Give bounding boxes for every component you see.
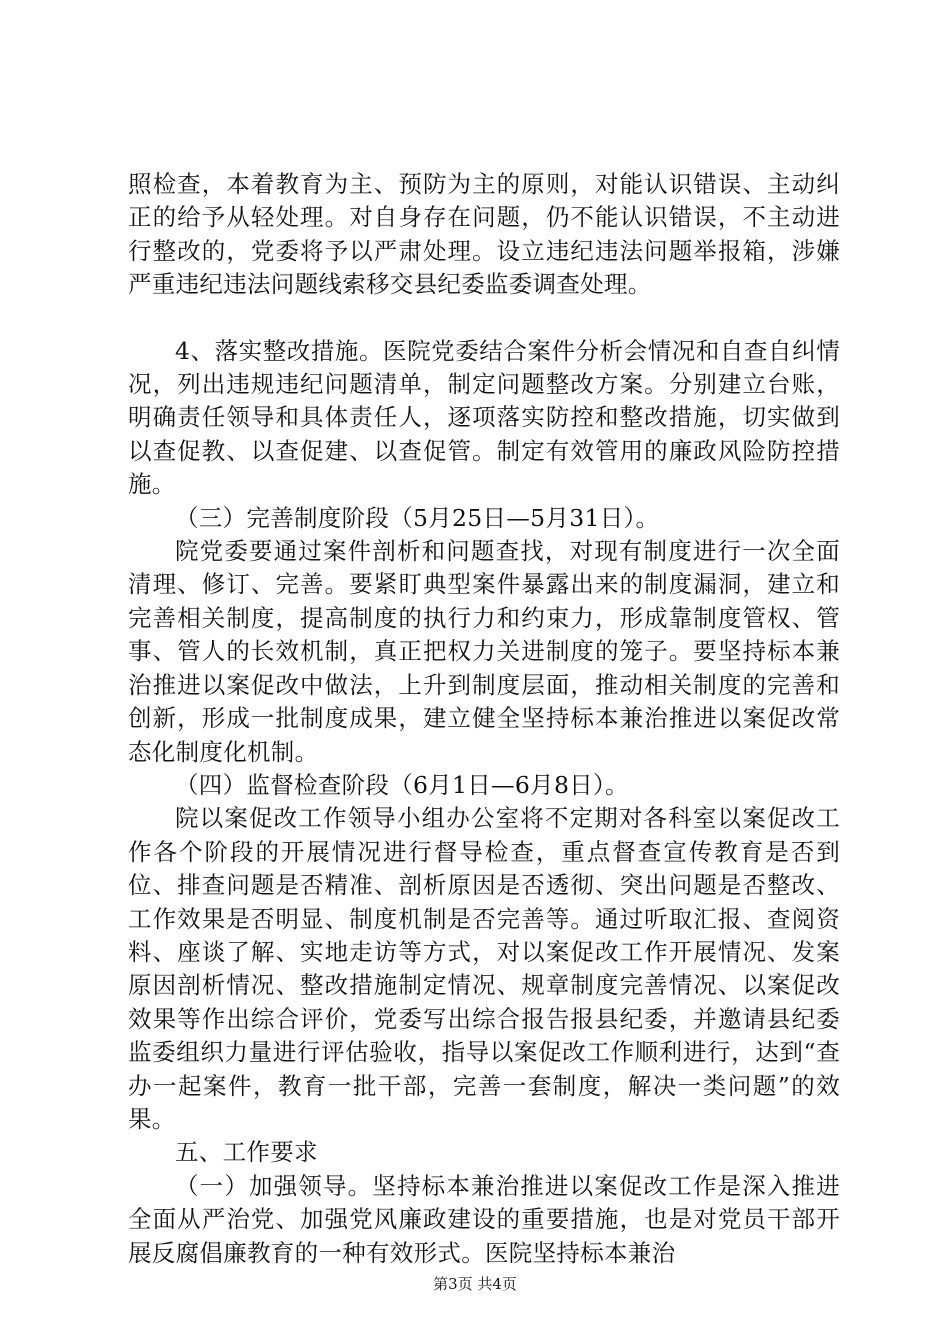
paragraph-continuation: 照检查，本着教育为主、预防为主的原则，对能认识错误、主动纠正的给予从轻处理。对自身存在问题，仍不能认识错误，不主动进行整改的，党委将予以严肃处理。设立违纪违法问题举报箱，涉嫌严重违纪违法问题线索移交县纪委监委调查处理。 xyxy=(128,170,840,299)
paragraph-rectification-measures: 4、落实整改措施。医院党委结合案件分析会情况和自查自纠情况，列出违规违纪问题清单，制定问题整改方案。分别建立台账，明确责任领导和具体责任人，逐项落实防控和整改措施，切实做到以查促教、以查促建、以查促管。制定有效管用的廉政风险防控措施。 xyxy=(128,336,840,499)
document-body xyxy=(128,168,840,1270)
heading-work-requirements: 五、工作要求 xyxy=(175,1138,318,1167)
paragraph-stage-four: 院以案促改工作领导小组办公室将不定期对各科室以案促改工作各个阶段的开展情况进行督导检查，重点督查宣传教育是否到位、排查问题是否精准、剖析原因是否透彻、突出问题是否整改、工作效果是否明显、制度机制是否完善等。通过听取汇报、查阅资料、座谈了解、实地走访等方式，对以案促改工作开展情况、发案原因剖析情况、整改措施制定情况、规章制度完善情况、以案促改效果等作出综合评价，党委写出综合报告报县纪委，并邀请县纪委监委组织力量进行评估验收，指导以案促改工作顺利进行，达到“查办一起案件，教育一批干部，完善一套制度，解决一类问题”的效果。 xyxy=(128,804,840,1133)
page-number-footer: 第3页 共4页 xyxy=(433,1275,517,1293)
paragraph-stage-three: 院党委要通过案件剖析和问题查找，对现有制度进行一次全面清理、修订、完善。要紧盯典型案件暴露出来的制度漏洞，建立和完善相关制度，提高制度的执行力和约束力，形成靠制度管权、管事、管人的长效机制，真正把权力关进制度的笼子。要坚持标本兼治推进以案促改中做法，上升到制度层面，推动相关制度的完善和创新，形成一批制度成果，建立健全坚持标本兼治推进以案促改常态化制度化机制。 xyxy=(128,537,840,766)
paragraph-strengthen-leadership: （一）加强领导。坚持标本兼治推进以案促改工作是深入推进全面从严治党、加强党风廉政建设的重要措施，也是对党员干部开展反腐倡廉教育的一种有效形式。医院坚持标本兼治 xyxy=(128,1171,840,1267)
heading-stage-three: （三）完善制度阶段（5月25日—5月31日）。 xyxy=(175,503,660,532)
heading-stage-four: （四）监督检查阶段（6月1日—6月8日）。 xyxy=(175,770,629,799)
